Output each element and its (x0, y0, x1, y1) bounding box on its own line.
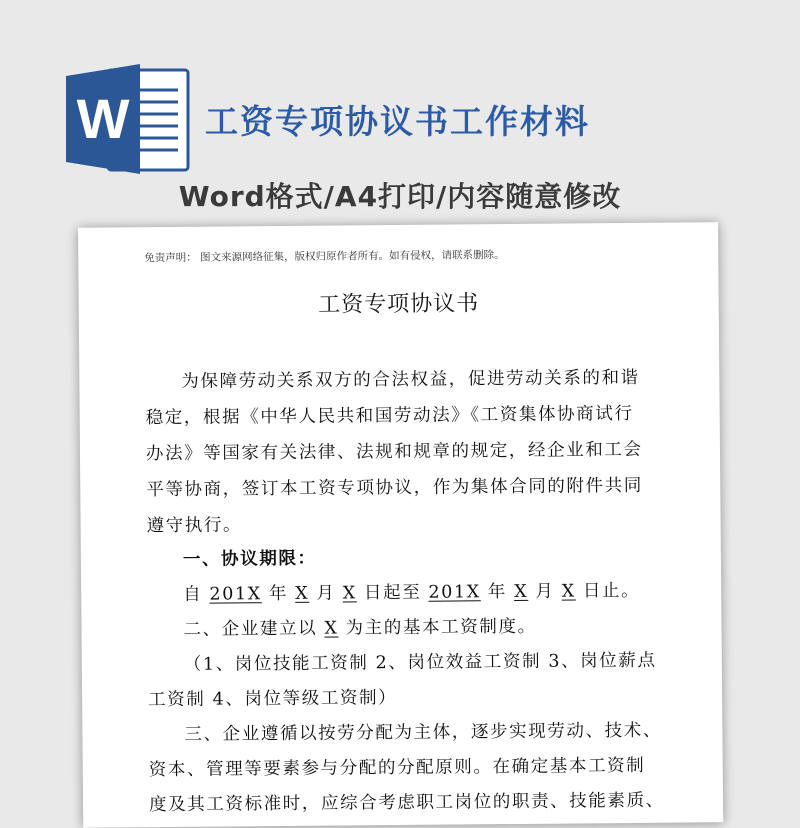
wage-system-value: X (324, 618, 339, 639)
wage-system-prefix: 二、企业建立以 (183, 618, 318, 640)
term-mid-label: 日起至 (363, 582, 422, 604)
paragraph-line-3: 办法》等国家有关法律、法规和规章的规定，经企业和工会 (145, 439, 643, 465)
term-start-year: 201X (209, 584, 262, 605)
paragraph-line-6: 三、企业遵循以按劳分配为主体，逐步实现劳动、技术、 (184, 720, 663, 745)
word-document-icon (62, 60, 194, 178)
term-end-day: X (561, 581, 576, 602)
term-line (183, 577, 640, 606)
paragraph-line-1: 为保障劳动关系双方的合法权益，促进劳动关系的和谐 (181, 367, 640, 392)
term-month-label: 月 (316, 583, 336, 604)
paragraph-line-7: 资本、管理等要素参与分配的分配原则。在确定基本工资制 (148, 755, 646, 781)
paragraph-line-4: 平等协商，签订本工资专项协议，作为集体合同的附件共同 (146, 475, 643, 501)
word-logo-letter: W (76, 87, 130, 150)
document-title: 工资专项协议书 (318, 291, 480, 318)
term-year-label: 年 (268, 583, 289, 605)
term-month-label-2: 月 (535, 581, 555, 602)
term-end-month: X (514, 581, 529, 602)
disclaimer-text: 免责声明： 图文来源网络征集，版权归原作者所有。如有侵权，请联系删除。 (144, 249, 505, 265)
term-start-month: X (295, 583, 310, 604)
term-prefix: 自 (183, 584, 203, 605)
wage-system-line (183, 613, 536, 641)
banner-title: 工资专项协议书工作材料 (205, 102, 590, 141)
wage-options-line-2: 工资制 4、岗位等级工资制） (148, 688, 398, 711)
term-start-day: X (342, 583, 357, 604)
wage-options-line-1: （1、岗位技能工资制 2、岗位效益工资制 3、岗位薪点 (183, 650, 657, 675)
paragraph-line-2: 稳定，根据《中华人民共和国劳动法》《工资集体协商试行 (145, 403, 634, 429)
paragraph-line-5: 遵守执行。 (146, 515, 243, 537)
term-suffix: 日止。 (582, 580, 641, 602)
section-heading-term: 一、协议期限： (182, 548, 317, 570)
wage-system-suffix: 为主的基本工资制度。 (345, 616, 537, 639)
banner-subtitle: Word格式/A4打印/内容随意修改 (178, 180, 622, 213)
paragraph-line-8: 度及其工资标准时，应综合考虑职工岗位的职责、技能素质、 (148, 790, 665, 816)
term-end-year: 201X (428, 582, 481, 603)
term-year-label-2: 年 (487, 582, 508, 603)
document-page (78, 222, 723, 828)
